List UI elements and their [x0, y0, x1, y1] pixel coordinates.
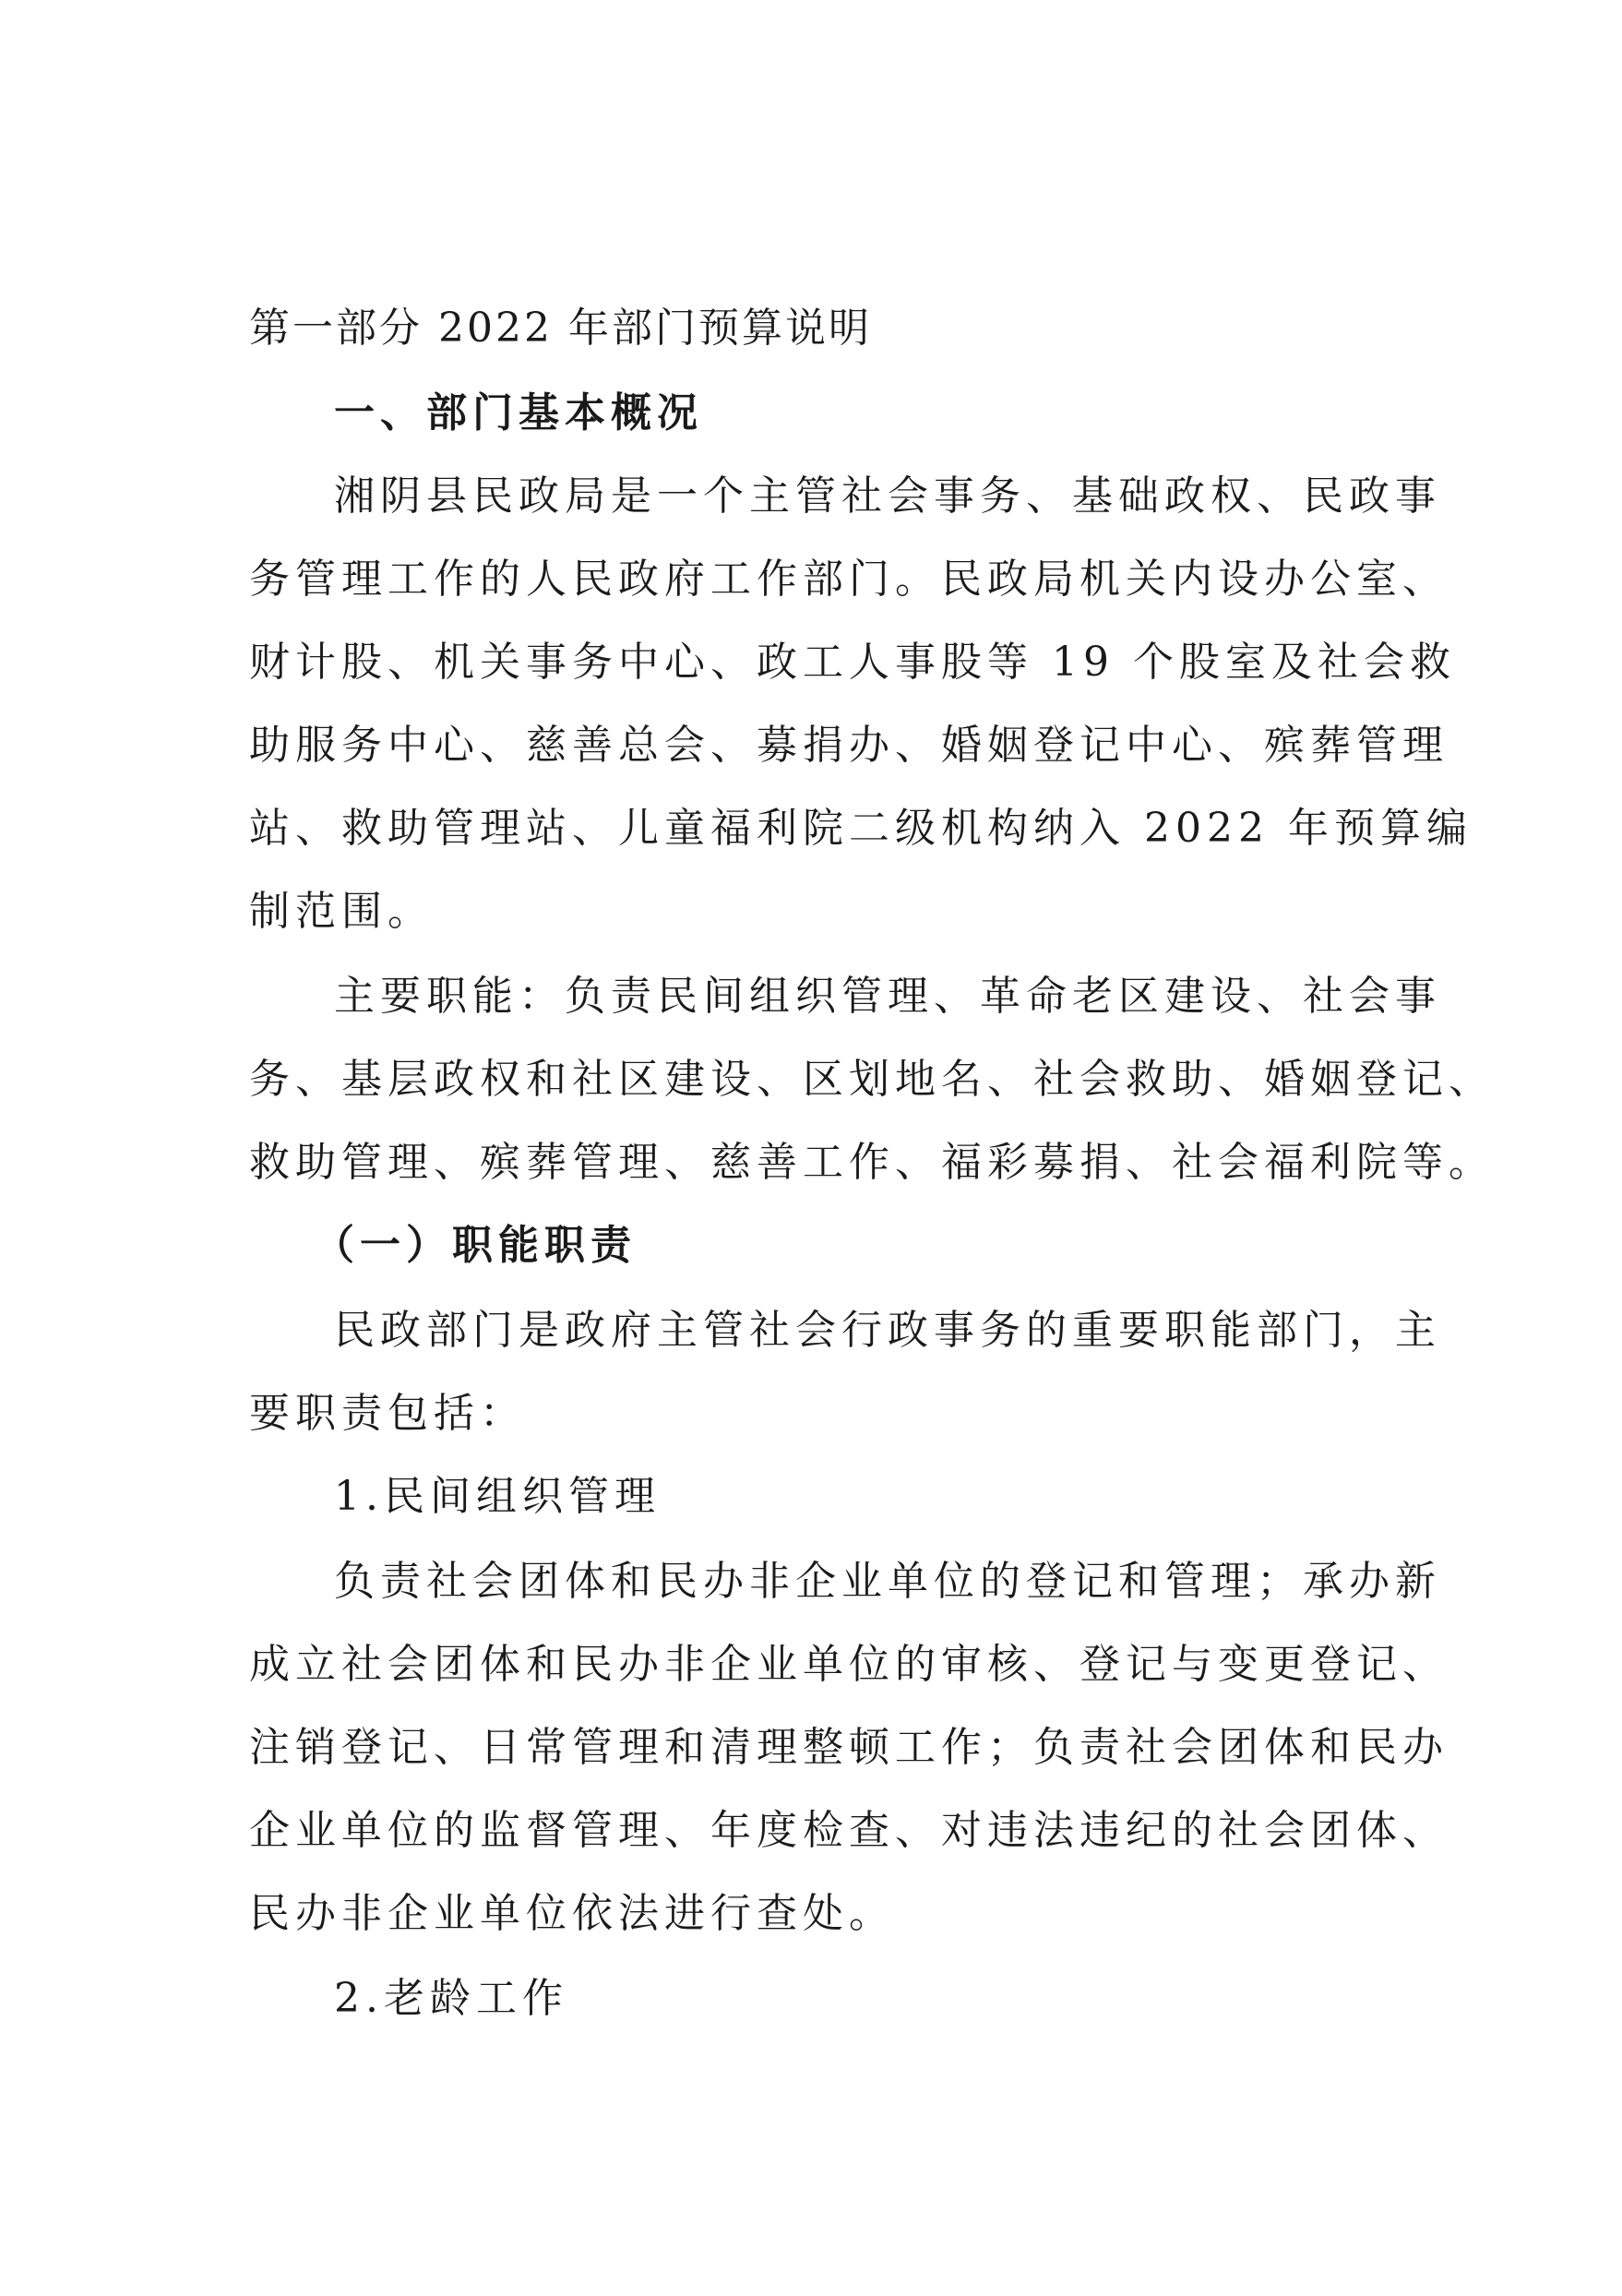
intro-line: 站、救助管理站、儿童福利院二级机构纳入 2022 年预算编 — [249, 805, 1473, 852]
item1-line: 企业单位的监督管理、年度检查、对违法违纪的社会团体、 — [249, 1807, 1449, 1854]
item1-line: 注销登记、日常管理和清理整顿工作；负责社会团体和民办 — [249, 1724, 1449, 1771]
functions-line: 务、基层政权和社区建设、区划地名、社会救助、婚姻登记、 — [249, 1056, 1495, 1103]
item1-line: 成立社会团体和民办非企业单位的审核、登记与变更登记、 — [249, 1641, 1449, 1688]
section-heading-basic-overview: 一、部门基本概况 — [334, 389, 703, 436]
functions-line: 主要职能：负责民间组织管理、革命老区建设、社会事 — [334, 973, 1441, 1020]
subsection-heading-duties: （一）职能职责 — [314, 1222, 637, 1269]
intro-line: 助服务中心、慈善总会、募捐办、婚姻登记中心、殡葬管理 — [249, 722, 1449, 769]
item1-line: 负责社会团体和民办非企业单位的登记和管理；承办新 — [334, 1558, 1441, 1605]
functions-line: 救助管理、殡葬管理、慈善工作、福彩募捐、社会福利院等。 — [249, 1139, 1495, 1186]
item1-line: 民办非企业单位依法进行查处。 — [249, 1890, 895, 1937]
intro-line: 务管理工作的人民政府工作部门。民政局机关内设办公室、 — [249, 556, 1449, 603]
part-title: 第一部分 2022 年部门预算说明 — [249, 305, 872, 352]
intro-line: 湘阴县民政局是一个主管社会事务、基础政权、民政事 — [334, 472, 1441, 520]
intro-line: 财计股、机关事务中心、政工人事股等 19 个股室及社会救 — [249, 639, 1456, 686]
duties-line: 要职责包括： — [249, 1390, 526, 1437]
item-title-civil-organization: 1.民间组织管理 — [334, 1473, 661, 1520]
intro-line: 制范围。 — [249, 888, 434, 935]
item-title-elderly-work: 2.老龄工作 — [334, 1975, 568, 2022]
duties-line: 民政部门是政府主管社会行政事务的重要职能部门，主 — [334, 1307, 1441, 1354]
